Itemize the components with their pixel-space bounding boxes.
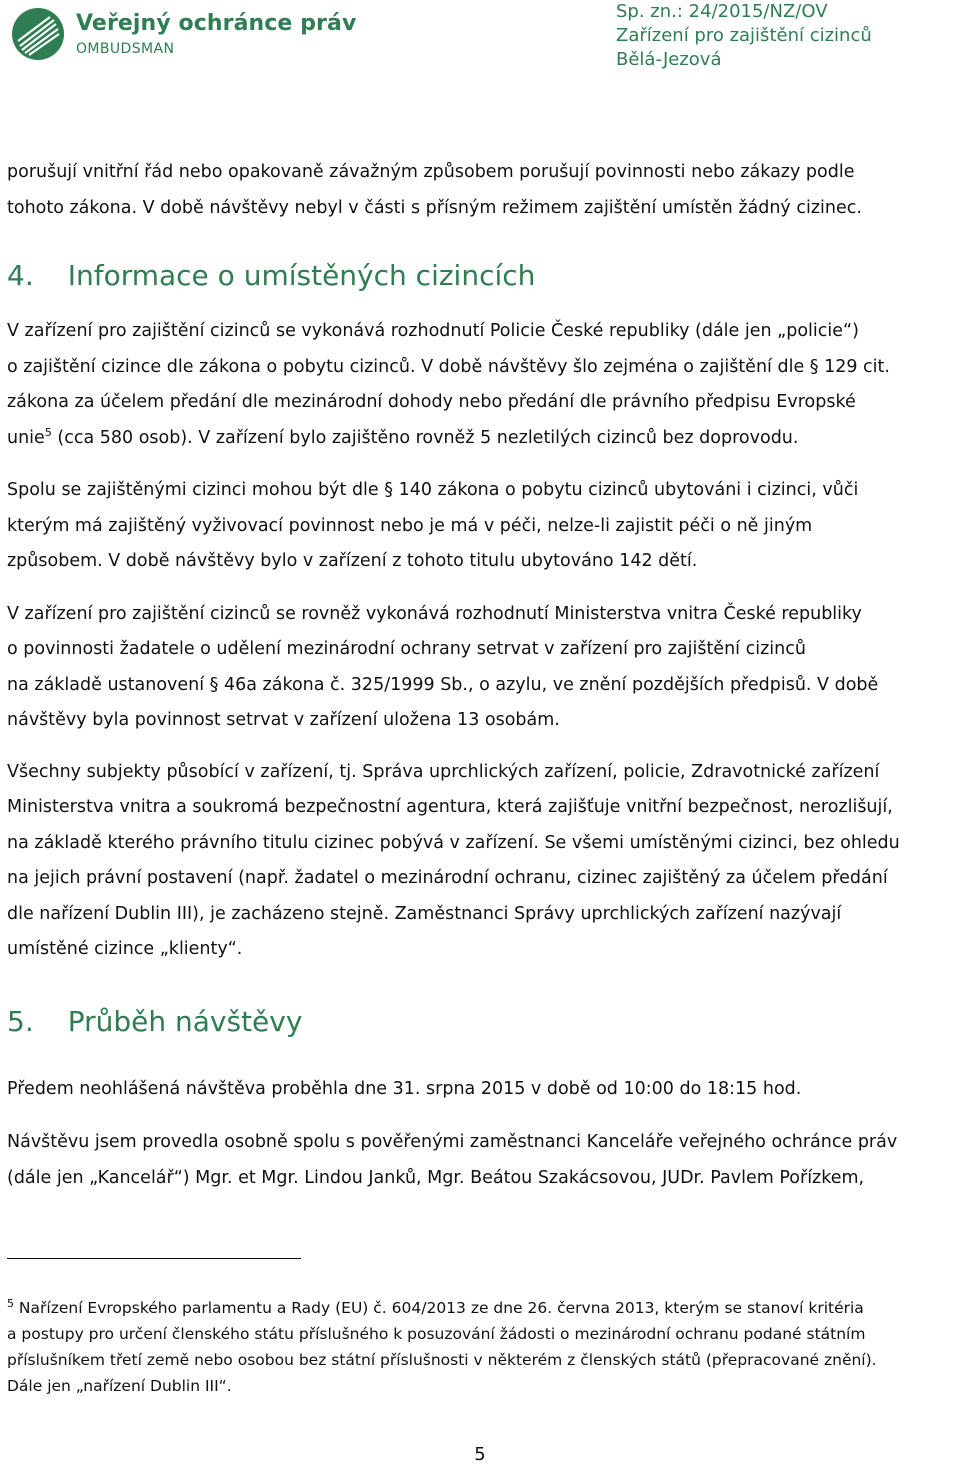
document-reference-block xyxy=(616,0,872,72)
paragraph-6 xyxy=(7,1072,957,1108)
text-line: tohoto zákona. V době návštěvy nebyl v části s přísným režimem zajištění umístěn žádný cizinec. xyxy=(7,197,862,218)
ombudsman-emblem-icon xyxy=(10,6,66,62)
text-line: Všechny subjekty působící v zařízení, tj. Správa uprchlických zařízení, policie, Zdravotnické zařízení xyxy=(7,761,880,782)
reference-number: Sp. zn.: 24/2015/NZ/OV xyxy=(616,1,828,22)
paragraph-2 xyxy=(7,314,957,456)
text-line: Nařízení Evropského parlamentu a Rady (EU) č. 604/2013 ze dne 26. června 2013, kterým se stanoví kritéria xyxy=(14,1299,864,1317)
text-line: unie xyxy=(7,427,45,448)
text-line: (dále jen „Kancelář“) Mgr. et Mgr. Lindou Janků, Mgr. Beátou Szakácsovou, JUDr. Pavlem Pořízkem, xyxy=(7,1167,865,1188)
text-line: dle nařízení Dublin III), je zacházeno stejně. Zaměstnanci Správy uprchlických zařízení nazývají xyxy=(7,903,842,924)
text-line: V zařízení pro zajištění cizinců se rovněž vykonává rozhodnutí Ministerstva vnitra České republiky xyxy=(7,603,862,624)
text-line: na základě kterého právního titulu cizinec pobývá v zařízení. Se všemi umístěnými cizinci, bez ohledu xyxy=(7,832,900,853)
section-heading-5 xyxy=(7,1002,957,1042)
paragraph-7 xyxy=(7,1125,957,1196)
text-line: o zajištění cizince dle zákona o pobytu cizinců. V době návštěvy šlo zejména o zajištění dle § 129 cit. xyxy=(7,356,890,377)
text-line: V zařízení pro zajištění cizinců se vykonává rozhodnutí Policie České republiky (dále jen „policie“) xyxy=(7,321,859,341)
text-line: na základě ustanovení § 46a zákona č. 325/1999 Sb., o azylu, ve znění pozdějších předpisů. V době xyxy=(7,674,879,695)
text-line: Předem neohlášená návštěva proběhla dne 31. srpna 2015 v době od 10:00 do 18:15 hod. xyxy=(7,1078,802,1099)
footnote-5 xyxy=(7,1295,957,1399)
text-line: Dále jen „nařízení Dublin III“. xyxy=(7,1377,232,1395)
footnotes xyxy=(7,1295,957,1399)
logo-subtitle: OMBUDSMAN xyxy=(76,40,175,57)
text-line: příslušníkem třetí země nebo osobou bez státní příslušnosti v některém z členských států (přepracované znění). xyxy=(7,1351,877,1369)
text-line: a postupy pro určení členského státu příslušného k posuzování žádosti o mezinárodní ochranu podané státním xyxy=(7,1325,866,1343)
text-line: kterým má zajištěný vyživovací povinnost nebo je má v péči, nelze-li zajistit péči o ně jiným xyxy=(7,515,813,536)
paragraph-3 xyxy=(7,473,957,580)
document-body xyxy=(7,155,957,1196)
facility-location: Bělá-Jezová xyxy=(616,49,722,70)
section-heading-4 xyxy=(7,256,957,296)
text-line: zákona za účelem předání dle mezinárodní dohody nebo předání dle právního předpisu Evropské xyxy=(7,392,856,412)
section-number: 4. xyxy=(7,259,34,292)
paragraph-1 xyxy=(7,155,957,226)
text-line: Spolu se zajištěnými cizinci mohou být dle § 140 zákona o pobytu cizinců ubytováni i cizinci, vůči xyxy=(7,480,859,500)
text-line: o povinnosti žadatele o udělení mezinárodní ochrany setrvat v zařízení pro zajištění cizinců xyxy=(7,639,806,659)
facility-name: Zařízení pro zajištění cizinců xyxy=(616,25,872,46)
ombudsman-logo xyxy=(10,6,356,62)
section-number: 5. xyxy=(7,1004,34,1038)
footnote-separator xyxy=(7,1258,301,1259)
page-number: 5 xyxy=(474,1444,486,1465)
text-line: Návštěvu jsem provedla osobně spolu s pověřenými zaměstnanci Kanceláře veřejného ochránce práv xyxy=(7,1132,898,1152)
footnote-reference[interactable]: 5 xyxy=(44,425,52,439)
text-line: návštěvy byla povinnost setrvat v zařízení uložena 13 osobám. xyxy=(7,710,560,730)
text-line: způsobem. V době návštěvy bylo v zařízení z tohoto titulu ubytováno 142 dětí. xyxy=(7,551,698,571)
paragraph-5 xyxy=(7,755,957,968)
section-title: Informace o umístěných cizincích xyxy=(67,259,536,292)
paragraph-4 xyxy=(7,597,957,739)
footnote-number: 5 xyxy=(7,1296,14,1310)
logo-title: Veřejný ochránce práv xyxy=(76,10,357,36)
text-line: Ministerstva vnitra a soukromá bezpečnostní agentura, která zajišťuje vnitřní bezpečnost, nerozlišují, xyxy=(7,797,893,817)
text-line: (cca 580 osob). V zařízení bylo zajištěno rovněž 5 nezletilých cizinců bez doprovodu. xyxy=(51,427,799,448)
text-line: na jejich právní postavení (např. žadatel o mezinárodní ochranu, cizinec zajištěný za účelem předání xyxy=(7,868,888,888)
text-line: umístěné cizince „klienty“. xyxy=(7,939,243,959)
text-line: porušují vnitřní řád nebo opakovaně závažným způsobem porušují povinnosti nebo zákazy podle xyxy=(7,162,855,182)
section-title: Průběh návštěvy xyxy=(67,1004,303,1038)
